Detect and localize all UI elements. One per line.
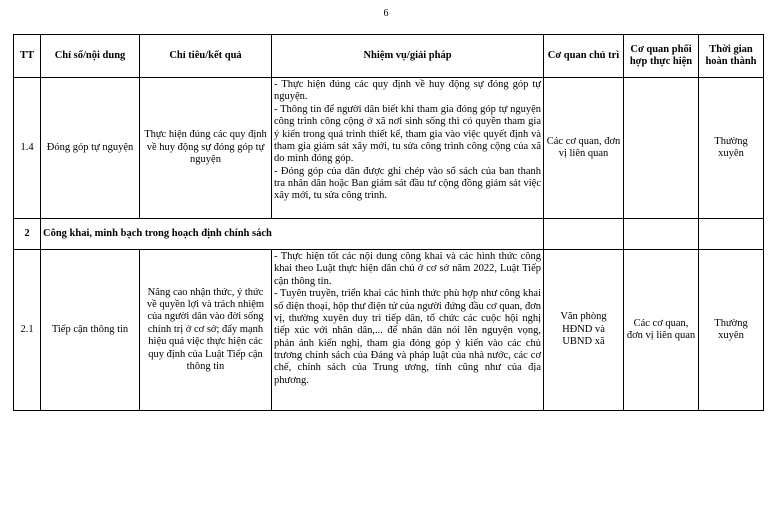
table-row <box>14 78 764 219</box>
task-item: - Đóng góp của dân được ghi chép vào sổ sách của ban thanh tra nhân dân hoặc Ban giám sát đầu tư cộng đồng giám sát việc xây mới, tu sửa công trình. <box>274 165 541 202</box>
row-tt: 2.1 <box>14 250 41 411</box>
row-target: Thực hiện đúng các quy định về huy động sự đóng góp tự nguyện <box>140 78 272 219</box>
header-tt: TT <box>14 35 41 78</box>
header-target: Chỉ tiêu/kết quả <box>140 35 272 78</box>
row-timeline: Thường xuyên <box>699 78 764 219</box>
empty-cell <box>624 219 699 250</box>
task-item: - Thực hiện đúng các quy định về huy động sự đóng góp tự nguyện. <box>274 79 541 103</box>
plan-table <box>13 34 764 411</box>
row-lead-agency: Các cơ quan, đơn vị liên quan <box>544 78 624 219</box>
row-tasks <box>272 250 544 411</box>
row-tt: 1.4 <box>14 78 41 219</box>
row-lead-agency: Văn phòng HĐND và UBND xã <box>544 250 624 411</box>
header-timeline: Thời gian hoàn thành <box>699 35 764 78</box>
task-item: - Thực hiện tốt các nội dung công khai và các hình thức công khai theo Luật thực hiện dân chủ ở cơ sở năm 2022, Luật Tiếp cận thông tin. <box>274 251 541 287</box>
row-indicator: Tiếp cận thông tin <box>41 250 140 411</box>
empty-cell <box>544 219 624 250</box>
row-indicator: Đóng góp tự nguyện <box>41 78 140 219</box>
task-item: - Thông tin để người dân biết khi tham gia đóng góp tự nguyện công trình công cộng ở xã nơi sinh sống thì có quyền tham gia ý kiến trong quá trình thiết kế, tham gia vào việc quyết định và tham gia giám sát xây mới, tu sửa công trình công cộng của xã do mình đóng góp. <box>274 103 541 165</box>
row-timeline: Thường xuyên <box>699 250 764 411</box>
row-target: Nâng cao nhận thức, ý thức về quyền lợi và trách nhiệm của người dân vào đời sống chính trị ở cơ sở; đẩy mạnh hiệu quả việc thực hiện các quy định của Luật Tiếp cận thông tin <box>140 250 272 411</box>
header-row <box>14 35 764 78</box>
header-indicator: Chỉ số/nội dung <box>41 35 140 78</box>
page-number: 6 <box>383 8 389 19</box>
section-number: 2 <box>14 219 41 250</box>
header-tasks: Nhiệm vụ/giải pháp <box>272 35 544 78</box>
header-coordinating-agency: Cơ quan phối hợp thực hiện <box>624 35 699 78</box>
row-tasks <box>272 78 544 219</box>
section-title: Công khai, minh bạch trong hoạch định chính sách <box>41 219 544 250</box>
row-coordinating-agency <box>624 78 699 219</box>
section-row <box>14 219 764 250</box>
task-item: - Tuyên truyền, triển khai các hình thức phù hợp như công khai số điện thoại, hộp thư điện tử của người đứng đầu cơ quan, đơn vị, thường xuyên duy trì tiếp dân, tổ chức các cuộc hội nghị tiếp xúc với nhân dân,... để nhân dân nói lên nguyện vọng, phản ánh kiến nghị, tham gia đóng góp ý kiến vào các chủ trương chính sách của Đảng và pháp luật của nhà nước, các cơ chế, chính sách của Trung ương, tỉnh cũng như của địa phương. <box>274 288 541 386</box>
header-lead-agency: Cơ quan chủ trì <box>544 35 624 78</box>
empty-cell <box>699 219 764 250</box>
row-coordinating-agency: Các cơ quan, đơn vị liên quan <box>624 250 699 411</box>
table-row <box>14 250 764 411</box>
